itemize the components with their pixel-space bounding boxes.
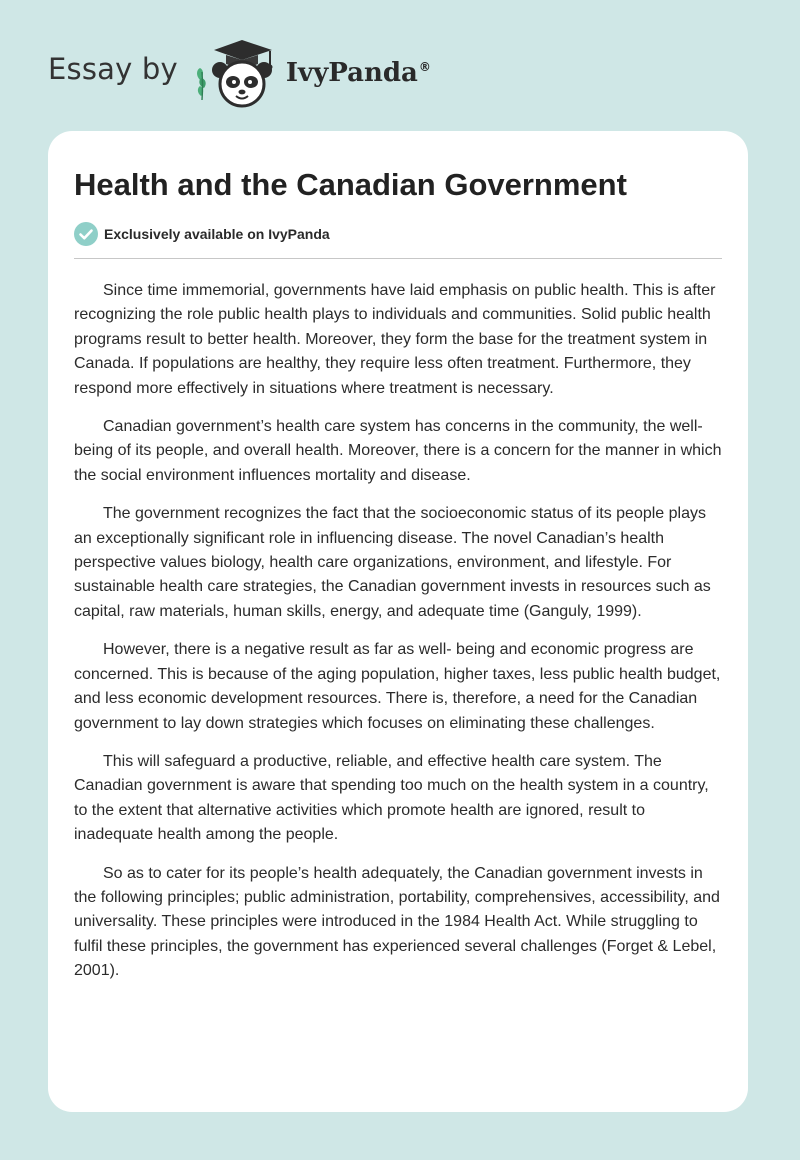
paragraph: The government recognizes the fact that the socioeconomic status of its people plays an exceptionally significant role in influencing disease. The novel Canadian’s health perspective values biology, health care organizations, environment, and lifestyle. For sustainable health care strategies, the Canadian government invests in resources such as capital, raw materials, human skills, energy, and adequate time (Ganguly, 1999). (74, 505, 711, 620)
paragraph: Canadian government’s health care system has concerns in the community, the well- being of its people, and overall health. Moreover, there is a concern for the manner in which the social environment influences mortality and disease. (74, 418, 722, 484)
check-circle-icon (74, 222, 98, 246)
badge-label: Exclusively available on IvyPanda (104, 226, 330, 242)
paragraph: This will safeguard a productive, reliable, and effective health care system. The Canadian government is aware that spending too much on the health system in a country, to the extent that alternative activities which promote health are ignored, result to inadequate health among the people. (74, 752, 709, 844)
panda-graduate-logo-icon (192, 36, 284, 108)
essay-card (48, 131, 748, 1112)
brand-name: IvyPanda® (285, 58, 431, 88)
brand-header[interactable] (48, 36, 431, 108)
exclusive-badge (74, 221, 722, 247)
paragraph: Since time immemorial, governments have laid emphasis on public health. This is after recognizing the role public health plays to individuals and communities. Solid public health programs result to better health. Moreover, they form the base for the treatment system in Canada. If populations are healthy, they require less often treatment. Furthermore, they respond more effectively in situations where treatment is necessary. (74, 282, 716, 397)
paragraph: So as to cater for its people’s health adequately, the Canadian government invests in the following principles; public administration, portability, comprehensives, accessibility, and universality. These principles were introduced in the 1984 Health Act. While struggling to fulfil these principles, the government has experienced several challenges (Forget & Lebel, 2001). (74, 864, 720, 980)
registered-mark: ® (418, 60, 431, 75)
paragraph: However, there is a negative result as far as well- being and economic progress are concerned. This is because of the aging population, higher taxes, less public health budget, and less economic development resources. There is, therefore, a need for the Canadian government to lay down strategies which focuses on eliminating these challenges. (74, 641, 721, 732)
brand-prefix: Essay by (48, 52, 178, 86)
essay-body (74, 279, 722, 984)
divider (74, 258, 722, 259)
page-title: Health and the Canadian Government (74, 167, 627, 202)
